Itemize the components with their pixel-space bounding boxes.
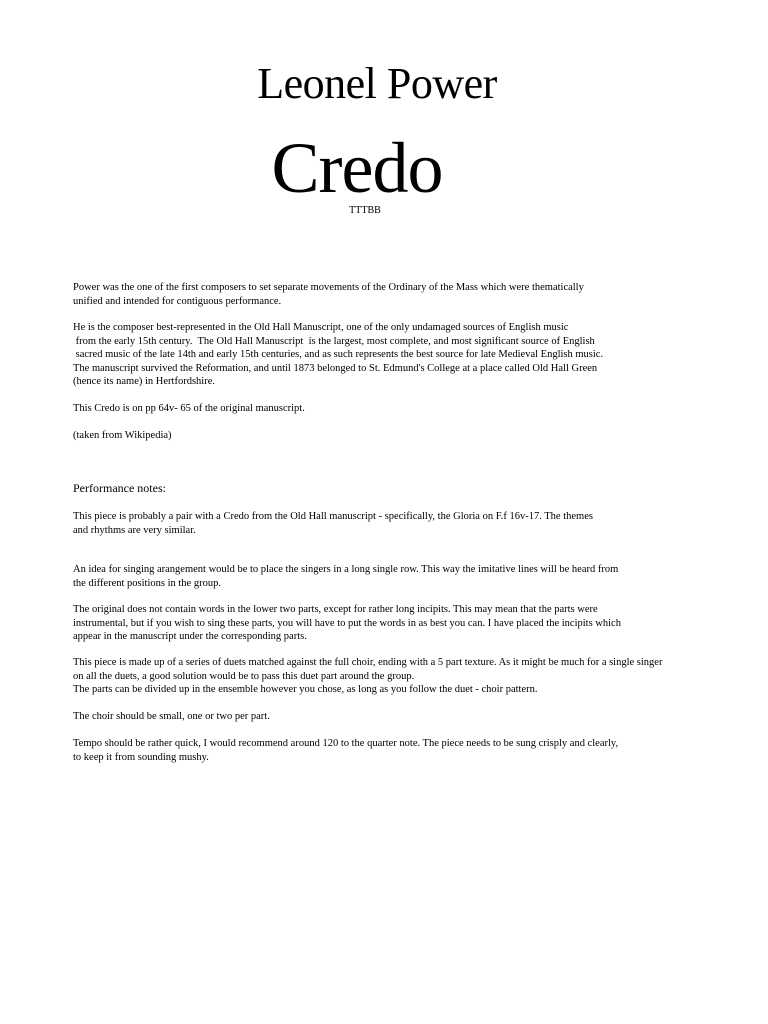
piece-title: Credo [271, 128, 443, 208]
notes-paragraph-2: An idea for singing arangement would be to place the singers in a long single row. This way the imitative lines will be heard from the different positions in the group. [73, 564, 619, 589]
intro-paragraph-2: He is the composer best-represented in the Old Hall Manuscript, one of the only undamaged sources of English music from the early 15th century. The Old Hall Manuscript is the largest, most complete, and most significant source of English sacred music of the late 14th and early 15th centuries, and as such represents the best source for late Medieval English music. The manuscript survived the Reformation, and until 1873 belonged to St. Edmund's College at a place called Old Hall Green (hence its name) in Hertfordshire. [73, 322, 604, 387]
composer-name: Leonel Power [257, 59, 497, 108]
intro-paragraph-1: Power was the one of the first composers to set separate movements of the Ordinary of the Mass which were thematically unified and intended for contiguous performance. [73, 282, 584, 307]
notes-paragraph-3: The original does not contain words in the lower two parts, except for rather long incipits. This may mean that the parts were instrumental, but if you wish to sing these parts, you will have to put the words in as best you can. I have placed the incipits which appear in the manuscript under the corresponding parts. [73, 604, 621, 642]
voicing-label: TTTBB [349, 205, 381, 216]
performance-notes-heading: Performance notes: [73, 481, 166, 495]
notes-paragraph-6: Tempo should be rather quick, I would recommend around 120 to the quarter note. The piece needs to be sung crisply and clearly, to keep it from sounding mushy. [73, 738, 619, 763]
notes-paragraph-4: This piece is made up of a series of duets matched against the full choir, ending with a 5 part texture. As it might be much for a single singer on all the duets, a good solution would be to pass this duet part around the group. The parts can be divided up in the ensemble however you chose, as long as you follow the duet - choir pattern. [73, 657, 663, 695]
source-note: (taken from Wikipedia) [73, 430, 172, 441]
notes-paragraph-5: The choir should be small, one or two per part. [73, 711, 270, 722]
notes-paragraph-1: This piece is probably a pair with a Credo from the Old Hall manuscript - specifically, the Gloria on F.f 16v-17. The themes and rhythms are very similar. [73, 511, 593, 536]
intro-paragraph-3: This Credo is on pp 64v- 65 of the original manuscript. [73, 403, 305, 414]
